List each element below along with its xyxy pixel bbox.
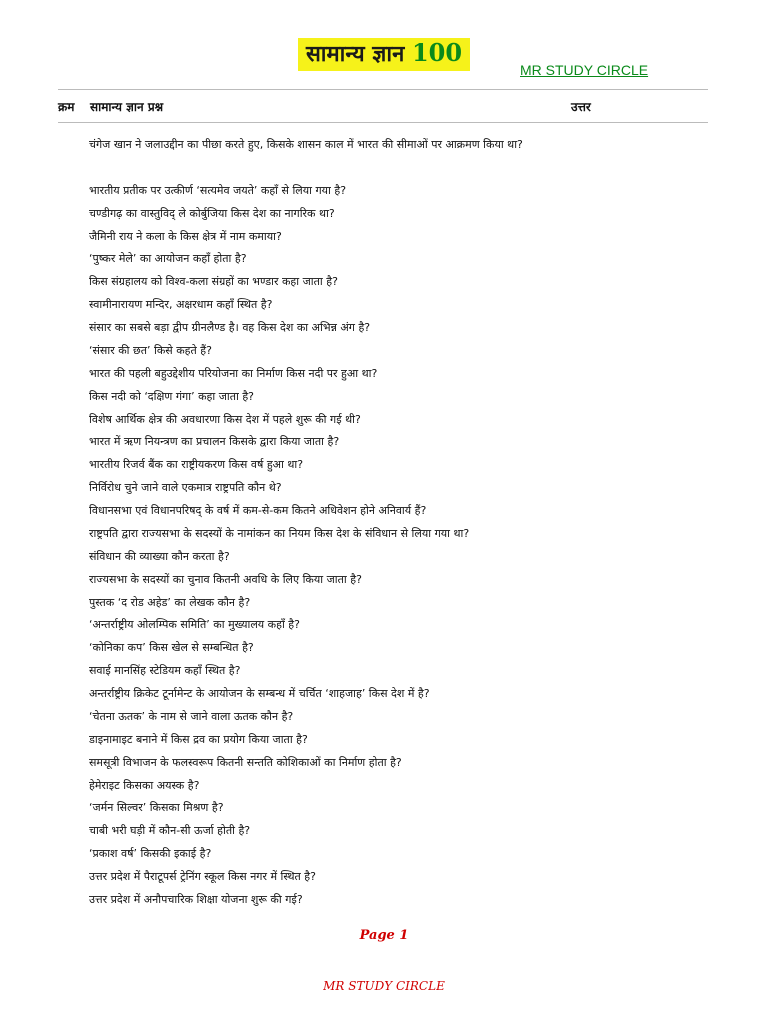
question-item: विधानसभा एवं विधानपरिषद् के वर्ष में कम-से-कम कितने अधिवेशन होने अनिवार्य हैं? [89, 504, 427, 517]
title-text: सामान्य ज्ञान [305, 42, 405, 67]
question-item: अन्तर्राष्ट्रीय क्रिकेट टूर्नामेन्ट के आयोजन के सम्बन्ध में चर्चित ‘शाहजाह’ किस देश में है? [89, 687, 430, 700]
page-number: Page 1 [359, 928, 409, 943]
question-item: डाइनामाइट बनाने में किस द्रव का प्रयोग किया जाता है? [89, 732, 308, 746]
question-item: भारतीय रिजर्व बैंक का राष्ट्रीयकरण किस वर्ष हुआ था? [89, 458, 304, 472]
question-item: संविधान की व्याख्या कौन करता है? [89, 549, 230, 563]
question-item: संसार का सबसे बड़ा द्वीप ग्रीनलैण्ड है। वह किस देश का अभिन्न अंग है? [89, 321, 371, 334]
header-top-divider [58, 89, 708, 90]
question-item: ‘कोनिका कप’ किस खेल से सम्बन्धित है? [89, 641, 254, 655]
serial-column-header: क्रम [58, 100, 75, 114]
question-item: पुस्तक ‘द रोड अहेड’ का लेखक कौन है? [89, 595, 251, 609]
question-item: विशेष आर्थिक क्षेत्र की अवधारणा किस देश में पहले शुरू की गई थी? [89, 412, 361, 426]
question-item: भारत की पहली बहुउद्देशीय परियोजना का निर्माण किस नदी पर हुआ था? [89, 366, 378, 380]
question-item: राष्ट्रपति द्वारा राज्यसभा के सदस्यों के नामांकन का नियम किस देश के संविधान से लिया गया था? [89, 526, 470, 540]
footer-brand: MR STUDY CIRCLE [323, 979, 445, 993]
answer-column-header: उत्तर [571, 100, 591, 114]
question-item: जैमिनी राय ने कला के किस क्षेत्र में नाम कमाया? [89, 229, 282, 243]
table-header [58, 98, 708, 118]
question-item: हेमेराइट किसका अयस्क है? [89, 778, 200, 792]
question-item: उत्तर प्रदेश में अनौपचारिक शिक्षा योजना शुरू की गई? [89, 892, 303, 906]
question-item: निर्विरोध चुने जाने वाले एकमात्र राष्ट्रपति कौन थे? [89, 481, 282, 495]
question-item: भारत में ऋण नियन्त्रण का प्रचालन किसके द्वारा किया जाता है? [89, 435, 340, 449]
title-number: 100 [411, 38, 463, 67]
question-item: ‘अन्तर्राष्ट्रीय ओलम्पिक समिति’ का मुख्यालय कहाँ है? [89, 618, 300, 632]
question-item: ‘प्रकाश वर्ष’ किसकी इकाई है? [89, 847, 212, 861]
question-item: चाबी भरी घड़ी में कौन-सी ऊर्जा होती है? [89, 824, 251, 838]
question-item: उत्तर प्रदेश में पैराटूपर्स ट्रेनिंग स्कूल किस नगर में स्थित है? [89, 870, 316, 883]
question-item: समसूत्री विभाजन के फलस्वरूप कितनी सन्तति कोशिकाओं का निर्माण होता है? [89, 755, 402, 769]
question-item: ‘संसार की छत’ किसे कहते हैं? [89, 343, 212, 357]
question-item: चंगेज खान ने जलाउद्दीन का पीछा करते हुए, किसके शासन काल में भारत की सीमाओं पर आक्रमण किया था? [89, 138, 523, 151]
question-item: स्वामीनारायण मन्दिर, अक्षरधाम कहाँ स्थित है? [89, 298, 273, 312]
question-list [89, 134, 689, 912]
question-item: किस नदी को ‘दक्षिण गंगा’ कहा जाता है? [89, 389, 255, 403]
title-area [0, 38, 768, 71]
question-item: चण्डीगढ़ का वास्तुविद् ले कोर्बुजिया किस देश का नागरिक था? [89, 206, 335, 220]
question-column-header: सामान्य ज्ञान प्रश्न [90, 100, 164, 114]
header-bottom-divider [58, 122, 708, 123]
question-item: ‘चेतना ऊतक’ के नाम से जाने वाला ऊतक कौन है? [89, 709, 294, 723]
question-item: सवाई मानसिंह स्टेडियम कहाँ स्थित है? [89, 664, 241, 678]
question-item: ‘पुष्कर मेले’ का आयोजन कहाँ होता है? [89, 252, 247, 266]
question-item: ‘जर्मन सिल्वर’ किसका मिश्रण है? [89, 801, 224, 815]
question-item: भारतीय प्रतीक पर उत्कीर्ण ‘सत्यमेव जयते’ कहाँ से लिया गया है? [89, 183, 347, 197]
brand-link[interactable]: MR STUDY CIRCLE [520, 62, 649, 78]
page-title [298, 38, 470, 71]
question-item: किस संग्रहालय को विश्व-कला संग्रहों का भण्डार कहा जाता है? [89, 275, 338, 289]
question-item: राज्यसभा के सदस्यों का चुनाव कितनी अवधि के लिए किया जाता है? [89, 572, 362, 586]
